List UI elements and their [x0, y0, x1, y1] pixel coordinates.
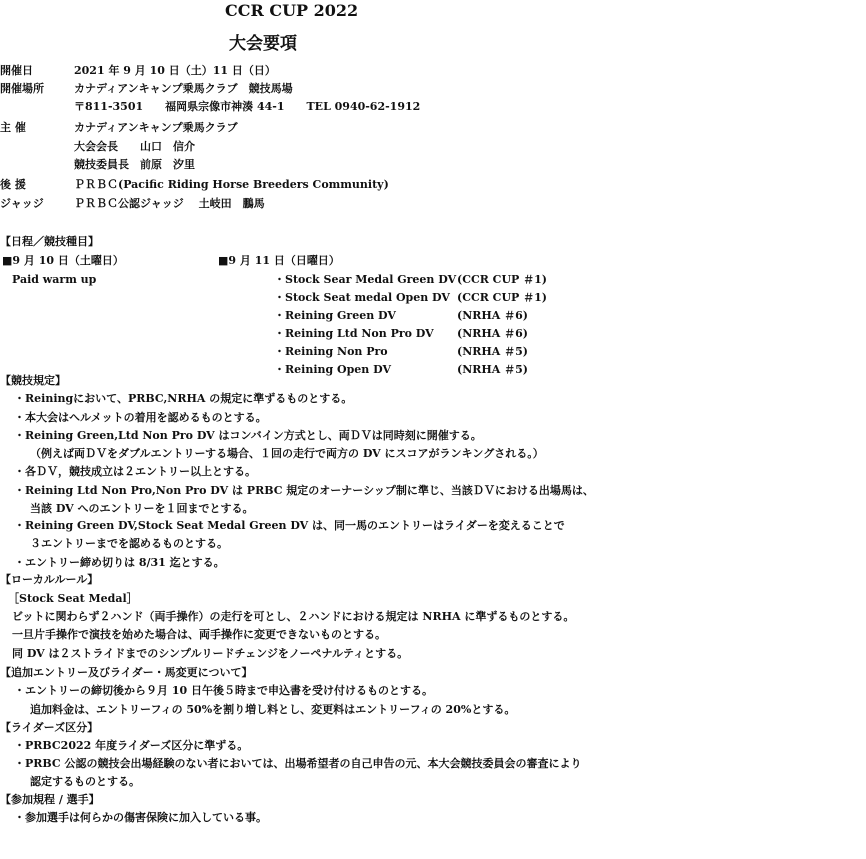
organizer-committee: 競技委員長 前原 汐里	[74, 158, 195, 171]
additional-entry-line: ・エントリーの締切後から９月 10 日午後５時まで申込書を受け付けるものとする。	[14, 684, 433, 697]
rider-class-heading: 【ライダーズ区分】	[0, 721, 99, 734]
class-name: ・Reining Non Pro	[274, 345, 388, 358]
day1-item: Paid warm up	[12, 273, 97, 286]
class-name: ・Reining Open DV	[274, 363, 391, 376]
venue-address: 〒811-3501 福岡県宗像市神湊 44-1 TEL 0940-62-1912	[74, 100, 421, 113]
local-rule-line: ビットに関わらず２ハンド（両手操作）の走行を可とし、２ハンドにおける規定は NRHA に準ずるものとする。	[12, 610, 575, 623]
rider-class-line: ・PRBC2022 年度ライダーズ区分に準ずる。	[14, 739, 249, 752]
local-rule-line: 一旦片手操作で演技を始めた場合は、両手操作に変更できないものとする。	[12, 628, 386, 641]
participation-line: ・参加選手は何らかの傷害保険に加入している事。	[14, 811, 267, 824]
class-name: ・Stock Seat medal Open DV	[274, 291, 450, 304]
rider-class-line: 認定するものとする。	[30, 775, 140, 788]
class-note: (NRHA ＃5)	[457, 363, 529, 376]
class-note: (NRHA ＃6)	[457, 327, 529, 340]
sponsor-label: 後 援	[0, 178, 26, 191]
additional-entry-heading: 【追加エントリー及びライダー・馬変更について】	[0, 666, 253, 679]
organizer-label: 主 催	[0, 121, 26, 134]
day2-label: ■9 月 11 日（日曜日）	[218, 254, 340, 267]
page-title: CCR CUP 2022	[225, 1, 359, 20]
judge-label: ジャッジ	[0, 197, 44, 210]
participation-heading: 【参加規程 / 選手】	[0, 793, 100, 806]
rule-line: ・本大会はヘルメットの着用を認めるものとする。	[14, 411, 267, 424]
class-note: (NRHA ＃5)	[457, 345, 529, 358]
rule-line: ・Reining Ltd Non Pro,Non Pro DV は PRBC 規定のオーナーシップ制に準じ、当該ＤＶにおける出場馬は、	[14, 484, 594, 497]
rule-line: （例えば両ＤＶをダブルエントリーする場合、１回の走行で両方の DV にスコアがランキングされる。）	[30, 447, 544, 460]
class-note: (CCR CUP ＃1)	[457, 291, 547, 304]
rider-class-line: ・PRBC 公認の競技会出場経験のない者においては、出場希望者の自己申告の元、本大会競技委員会の審査により	[14, 757, 582, 770]
class-note: (CCR CUP ＃1)	[457, 273, 547, 286]
organizer-chair: 大会会長 山口 信介	[74, 140, 195, 153]
class-note: (NRHA ＃6)	[457, 309, 529, 322]
page-subtitle: 大会要項	[229, 34, 297, 54]
rules-heading: 【競技規定】	[0, 374, 66, 387]
organizer-value: カナディアンキャンプ乗馬クラブ	[74, 121, 238, 134]
date-value: 2021 年 9 月 10 日（土）11 日（日）	[74, 64, 276, 77]
venue-label: 開催場所	[0, 82, 44, 95]
rule-line: ３エントリーまでを認めるものとする。	[30, 537, 228, 550]
local-rules-subheading: ［Stock Seat Medal］	[8, 592, 138, 605]
sponsor-value: ＰＲＢＣ(Pacific Riding Horse Breeders Community)	[74, 178, 389, 191]
local-rules-heading: 【ローカルルール】	[0, 573, 99, 586]
date-label: 開催日	[0, 64, 33, 77]
local-rule-line: 同 DV は２ストライドまでのシンプルリードチェンジをノーペナルティとする。	[12, 647, 409, 660]
rule-line: ・Reining Green,Ltd Non Pro DV はコンバイン方式とし、両ＤＶは同時刻に開催する。	[14, 429, 482, 442]
rule-line: 当該 DV へのエントリーを１回までとする。	[30, 502, 254, 515]
class-name: ・Stock Sear Medal Green DV	[274, 273, 457, 286]
day1-label: ■9 月 10 日（土曜日）	[2, 254, 124, 267]
rule-line: ・各ＤＶ，競技成立は２エントリー以上とする。	[14, 465, 256, 478]
schedule-heading: 【日程／競技種目】	[0, 235, 99, 248]
venue-value: カナディアンキャンプ乗馬クラブ 競技馬場	[74, 82, 293, 95]
class-name: ・Reining Ltd Non Pro DV	[274, 327, 434, 340]
rule-line: ・エントリー締め切りは 8/31 迄とする。	[14, 556, 225, 569]
additional-entry-line: 追加料金は、エントリーフィの 50%を割り増し料とし、変更料はエントリーフィの 20%とする。	[30, 703, 516, 716]
rule-line: ・Reining Green DV,Stock Seat Medal Green DV は、同一馬のエントリーはライダーを変えることで	[14, 519, 565, 532]
class-name: ・Reining Green DV	[274, 309, 396, 322]
judge-value: ＰＲＢＣ公認ジャッジ 土岐田 鵬馬	[74, 197, 265, 210]
rule-line: ・Reiningにおいて、PRBC,NRHA の規定に準ずるものとする。	[14, 392, 353, 405]
